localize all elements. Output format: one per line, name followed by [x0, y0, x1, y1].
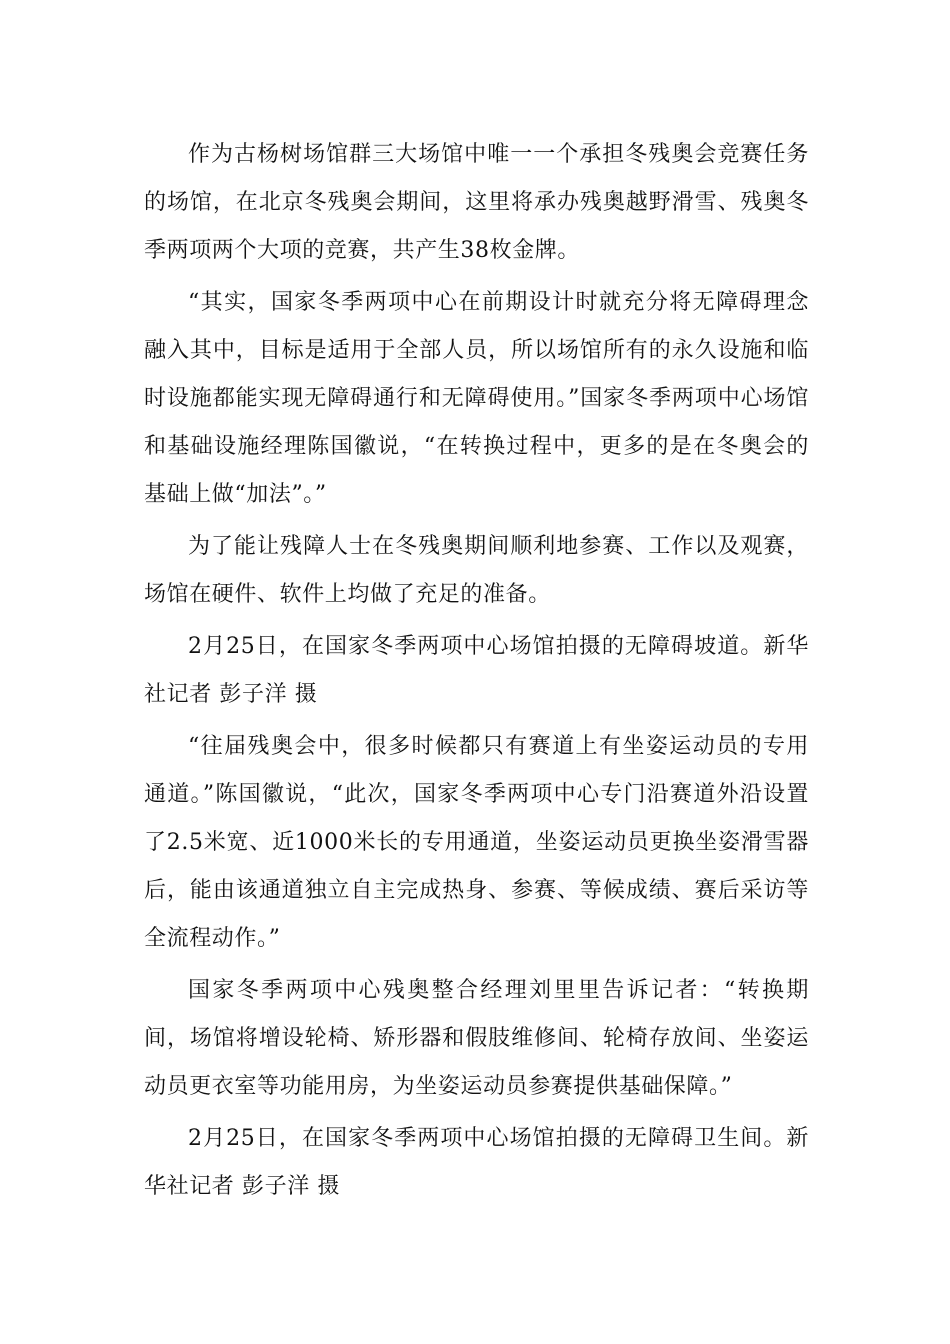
paragraph-functional-rooms: 国家冬季两项中心残奥整合经理刘里里告诉记者：“转换期间，场馆将增设轮椅、矫形器和假肢维修间、轮椅存放间、坐姿运动员更衣室等功能用房，为坐姿运动员参赛提供基础保障。”: [144, 978, 809, 1099]
paragraph-accessibility-design: “其实，国家冬季两项中心在前期设计时就充分将无障碍理念融入其中，目标是适用于全部人员，所以场馆所有的永久设施和临时设施都能实现无障碍通行和无障碍使用。”国家冬季两项中心场馆和基础设施经理陈国徽说，“在转换过程中，更多的是在冬奥会的基础上做“加法”。”: [144, 290, 809, 507]
article-body: [144, 131, 809, 1215]
photo-caption-ramp: 2月25日，在国家冬季两项中心场馆拍摄的无障碍坡道。新华社记者 彭子洋 摄: [144, 634, 809, 707]
paragraph-venue-intro: 作为古杨树场馆群三大场馆中唯一一个承担冬残奥会竞赛任务的场馆，在北京冬残奥会期间，这里将承办残奥越野滑雪、残奥冬季两项两个大项的竞赛，共产生38枚金牌。: [144, 142, 809, 263]
paragraph-preparation: 为了能让残障人士在冬残奥期间顺利地参赛、工作以及观赛，场馆在硬件、软件上均做了充足的准备。: [144, 534, 809, 607]
paragraph-dedicated-passage: “往届残奥会中，很多时候都只有赛道上有坐姿运动员的专用通道。”陈国徽说，“此次，国家冬季两项中心专门沿赛道外沿设置了2.5米宽、近1000米长的专用通道，坐姿运动员更换坐姿滑雪器后，能由该通道独立自主完成热身、参赛、等候成绩、赛后采访等全流程动作。”: [144, 734, 809, 951]
photo-caption-restroom: 2月25日，在国家冬季两项中心场馆拍摄的无障碍卫生间。新华社记者 彭子洋 摄: [144, 1126, 809, 1199]
